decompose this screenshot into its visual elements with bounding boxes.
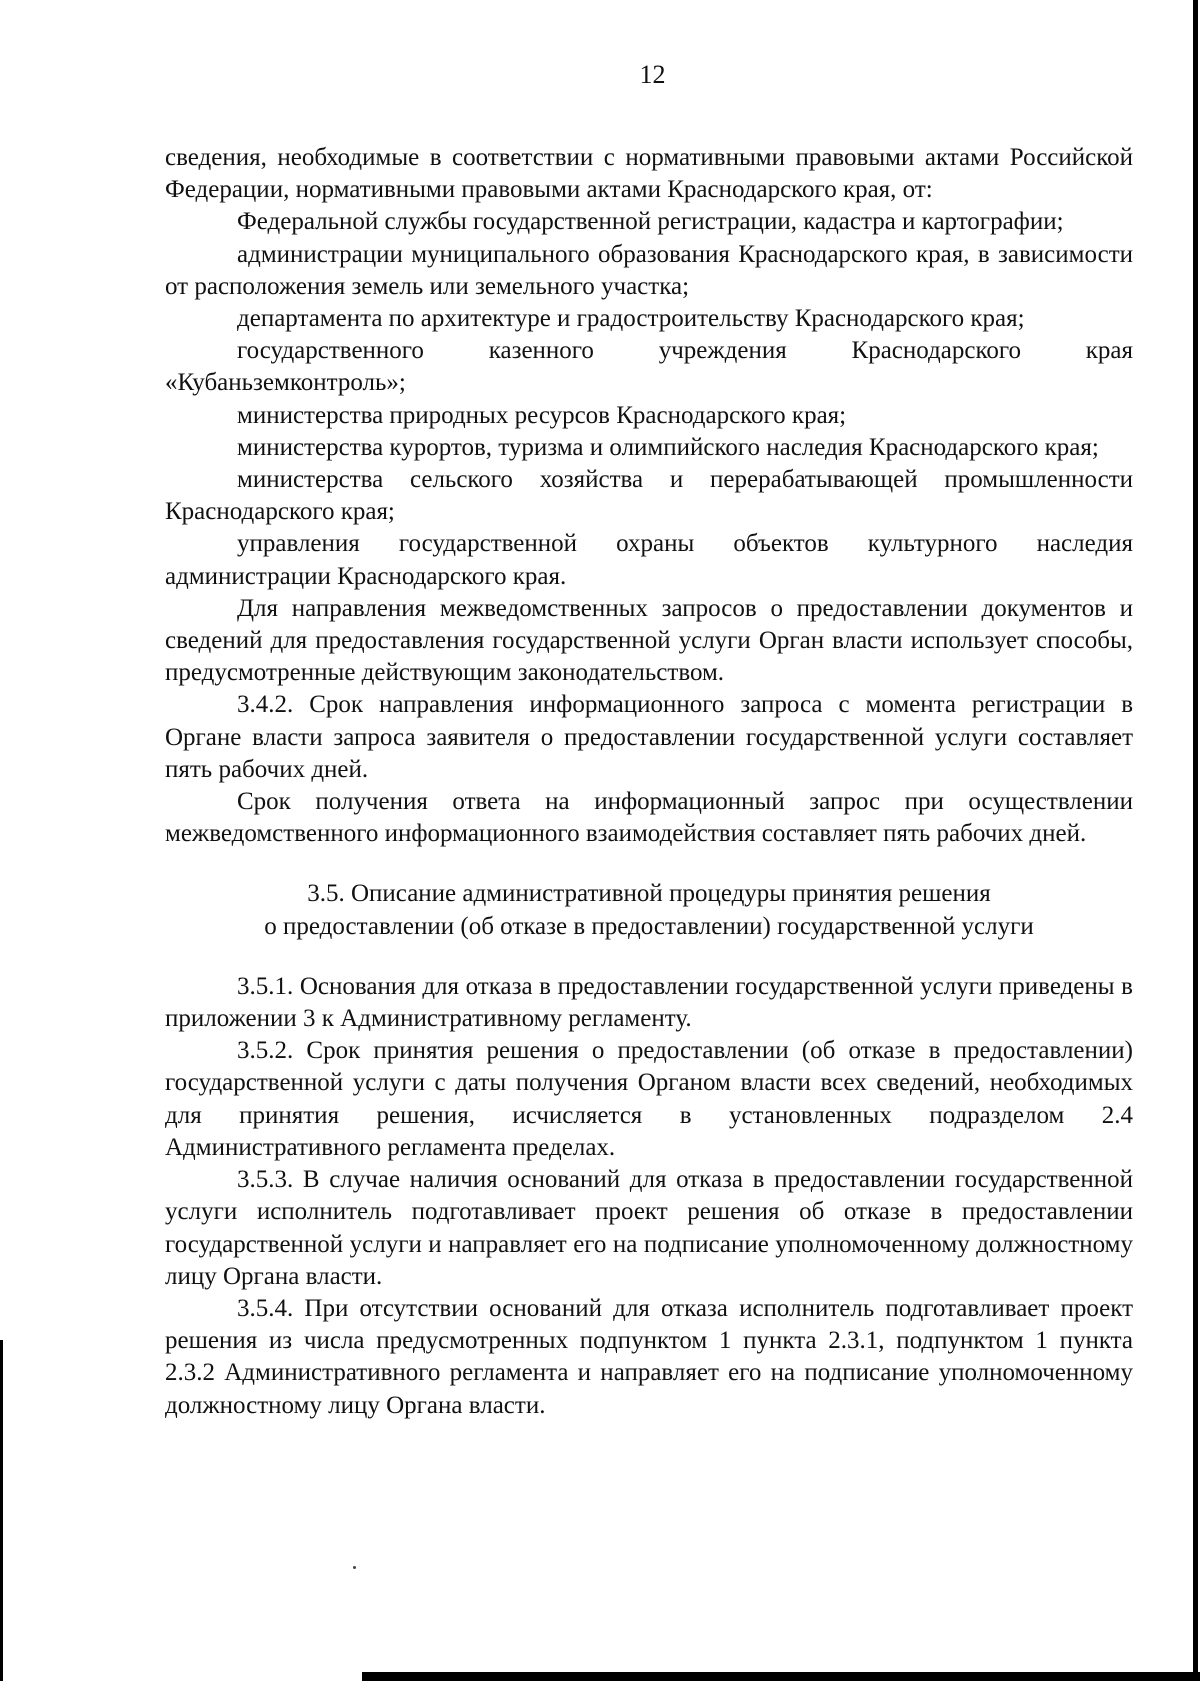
paragraph: управления государственной охраны объектов культурного наследия администрации Краснодарского края. <box>165 530 1133 590</box>
paragraph: министерства природных ресурсов Краснодарского края; <box>237 401 847 429</box>
paragraph: 3.5.4. При отсутствии оснований для отказа исполнитель подготавливает проект решения из числа предусмотренных подпунктом 1 пункта 2.3.1, подпунктом 1 пункта 2.3.2 Административного регламента и направляет его на подписание уполномоченному должностному лицу Органа власти. <box>165 1294 1133 1419</box>
section-heading-line: 3.5. Описание административной процедуры принятия решения <box>307 880 991 908</box>
paragraph: департамента по архитектуре и градостроительству Краснодарского края; <box>237 305 1025 333</box>
paragraph: 3.4.2. Срок направления информационного запроса с момента регистрации в Органе власти запроса заявителя о предоставлении государственной услуги составляет пять рабочих дней. <box>165 691 1133 783</box>
paragraph: Федеральной службы государственной регистрации, кадастра и картографии; <box>237 208 1064 236</box>
document-body <box>165 142 1133 1422</box>
scan-edge-right <box>1193 0 1198 1681</box>
section-heading <box>165 878 1133 942</box>
scan-speck <box>353 1566 356 1569</box>
paragraph: сведения, необходимые в соответствии с нормативными правовыми актами Российской Федерации, нормативными правовыми актами Краснодарского края, от: <box>165 144 1133 204</box>
paragraph: 3.5.2. Срок принятия решения о предоставлении (об отказе в предоставлении) государственной услуги с даты получения Органом власти всех сведений, необходимых для принятия решения, исчисляется в установленных подразделом 2.4 Административного регламента пределах. <box>165 1037 1133 1161</box>
section-heading-line: о предоставлении (об отказе в предоставлении) государственной услуги <box>264 912 1034 940</box>
paragraph: 3.5.1. Основания для отказа в предоставлении государственной услуги приведены в приложении 3 к Административному регламенту. <box>165 972 1133 1033</box>
paragraph: Для направления межведомственных запросов о предоставлении документов и сведений для предоставления государственной услуги Орган власти использует способы, предусмотренные действующим законодательством. <box>165 594 1133 687</box>
paragraph: Срок получения ответа на информационный запрос при осуществлении межведомственного информационного взаимодействия составляет пять рабочих дней. <box>165 788 1133 848</box>
paragraph: министерства сельского хозяйства и перерабатывающей промышленности Краснодарского края; <box>165 466 1133 526</box>
scan-edge-left <box>0 1340 3 1681</box>
paragraph: государственного казенного учреждения Краснодарского края «Кубаньземконтроль»; <box>165 337 1133 397</box>
paragraph: администрации муниципального образования Краснодарского края, в зависимости от расположения земель или земельного участка; <box>165 240 1133 300</box>
scan-edge-bottom <box>362 1672 1200 1681</box>
paragraph: министерства курортов, туризма и олимпийского наследия Краснодарского края; <box>237 433 1099 461</box>
page-number: 12 <box>639 60 666 89</box>
paragraph: 3.5.3. В случае наличия оснований для отказа в предоставлении государственной услуги исполнитель подготавливает проект решения об отказе в предоставлении государственной услуги и направляет его на подписание уполномоченному должностному лицу Органа власти. <box>165 1166 1133 1290</box>
